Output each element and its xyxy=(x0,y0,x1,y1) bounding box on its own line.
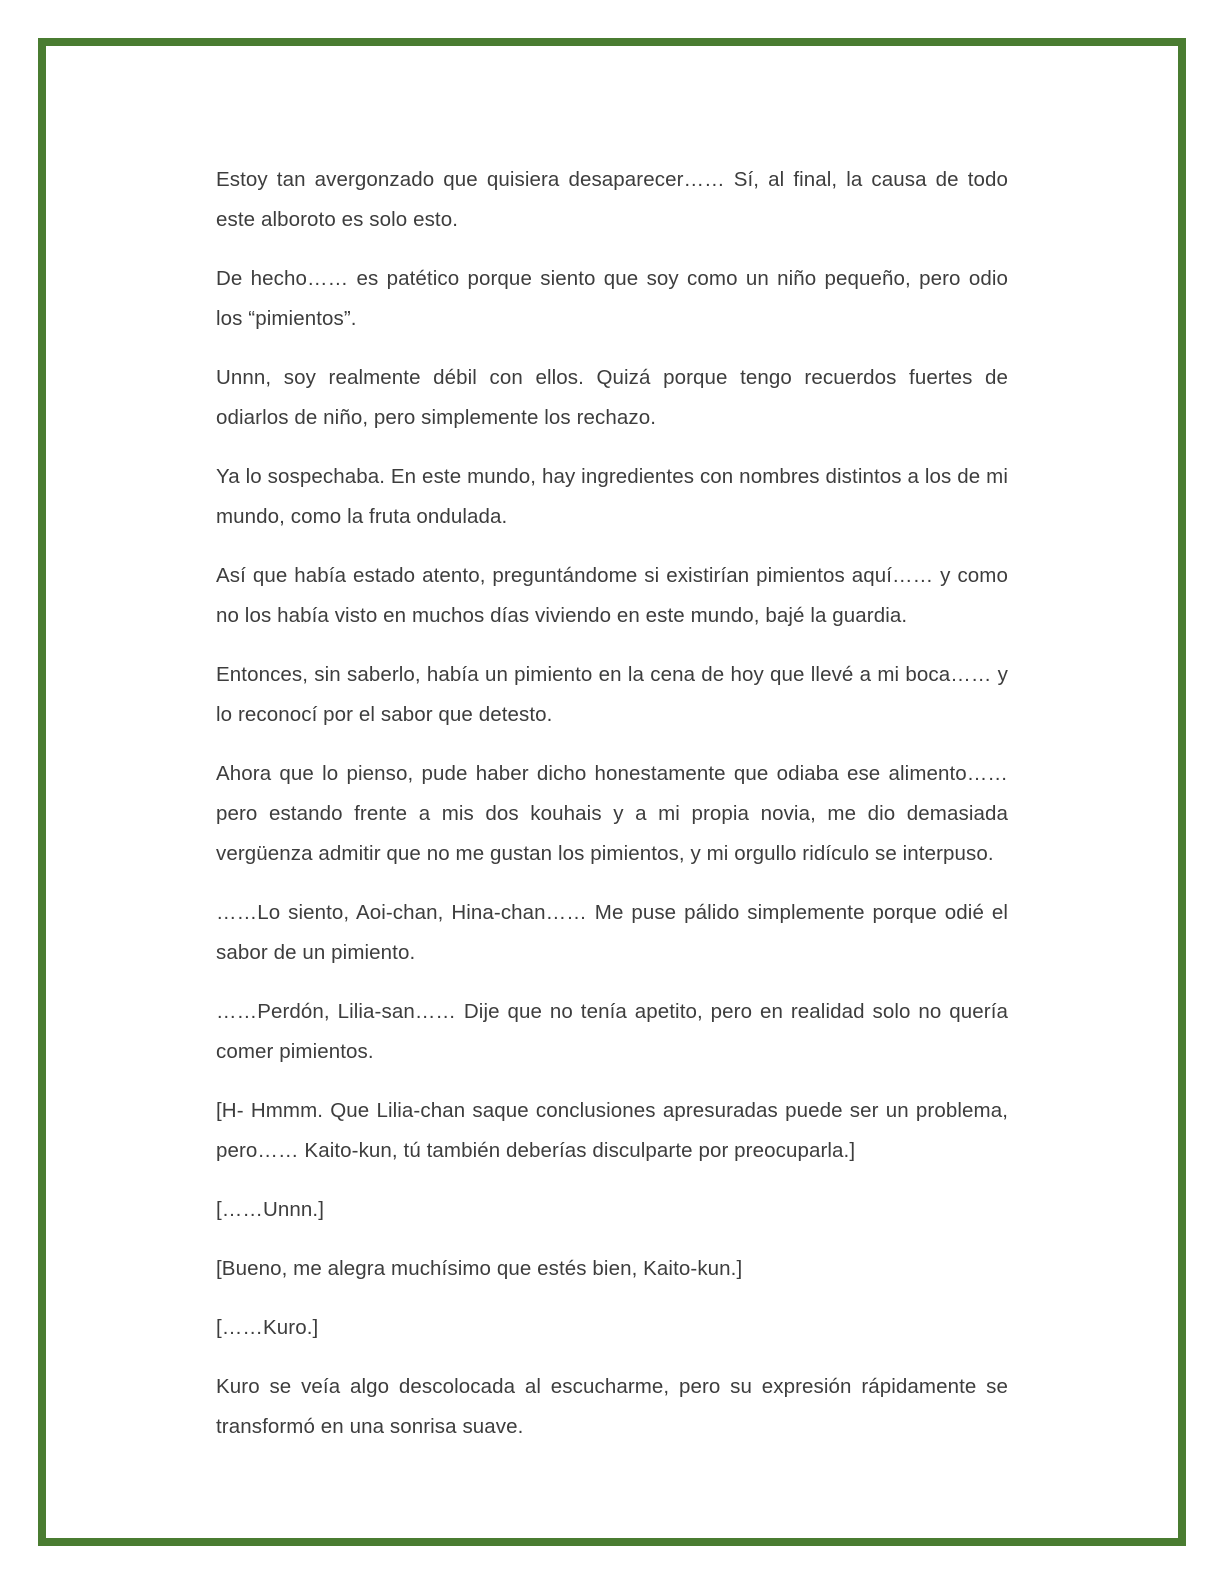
paragraph: Entonces, sin saberlo, había un pimiento en la cena de hoy que llevé a mi boca…… y lo reconocí por el sabor que detesto. xyxy=(216,663,1008,726)
paragraph: [Bueno, me alegra muchísimo que estés bien, Kaito-kun.] xyxy=(216,1257,743,1280)
page-content xyxy=(92,92,1132,1492)
paragraph: [……Kuro.] xyxy=(216,1316,319,1339)
paragraph: [H- Hmmm. Que Lilia-chan saque conclusiones apresuradas puede ser un problema, pero…… Kaito-kun, tú también deberías disculparte por preocuparla.] xyxy=(216,1099,1008,1162)
paragraph: ……Lo siento, Aoi-chan, Hina-chan…… Me puse pálido simplemente porque odié el sabor de un pimiento. xyxy=(216,901,1008,964)
paragraph: ……Perdón, Lilia-san…… Dije que no tenía apetito, pero en realidad solo no quería comer pimientos. xyxy=(216,1000,1008,1063)
paragraph: Kuro se veía algo descolocada al escucharme, pero su expresión rápidamente se transformó en una sonrisa suave. xyxy=(216,1375,1008,1438)
paragraph: Unnn, soy realmente débil con ellos. Quizá porque tengo recuerdos fuertes de odiarlos de niño, pero simplemente los rechazo. xyxy=(216,366,1008,429)
paragraph: Ya lo sospechaba. En este mundo, hay ingredientes con nombres distintos a los de mi mundo, como la fruta ondulada. xyxy=(216,465,1008,528)
paragraph: Ahora que lo pienso, pude haber dicho honestamente que odiaba ese alimento…… pero estando frente a mis dos kouhais y a mi propia novia, me dio demasiada vergüenza admitir que no me gustan los pimientos, y mi orgullo ridículo se interpuso. xyxy=(216,762,1008,865)
paragraph: [……Unnn.] xyxy=(216,1198,324,1221)
paragraph: Estoy tan avergonzado que quisiera desaparecer…… Sí, al final, la causa de todo este alboroto es solo esto. xyxy=(216,168,1008,231)
paragraph: Así que había estado atento, preguntándome si existirían pimientos aquí…… y como no los había visto en muchos días viviendo en este mundo, bajé la guardia. xyxy=(216,564,1008,627)
paragraph: De hecho…… es patético porque siento que soy como un niño pequeño, pero odio los “pimientos”. xyxy=(216,267,1008,330)
page-border-frame xyxy=(38,38,1186,1546)
